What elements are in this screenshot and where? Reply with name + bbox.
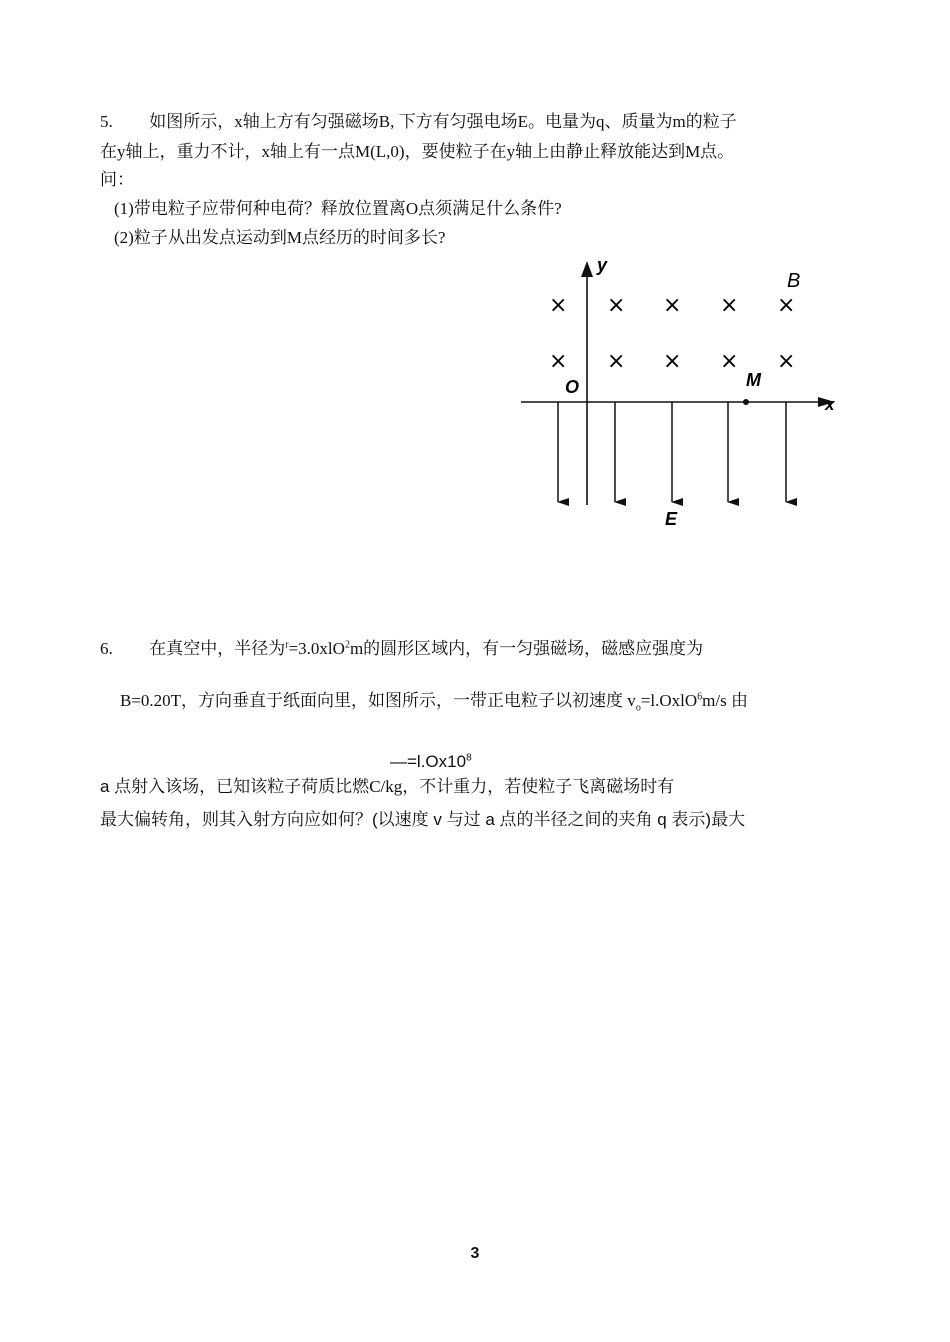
field-cross: × <box>549 293 568 318</box>
page-number: 3 <box>470 1245 480 1262</box>
problem5-number: 5. <box>100 112 113 131</box>
problem6-text-line3a: a 点射入该场，已知该粒子荷质比燃 <box>100 777 370 796</box>
problem6-text-line1c: m的圆形区域内，有一匀强磁场，磁感应强度为 <box>349 639 704 658</box>
problem6-text-line3b: C/kg，不计重力，若使粒子飞离磁场时有 <box>369 777 675 796</box>
problem5-text-line1: 如图所示，x轴上方有匀强磁场B, 下方有匀强电场E。电量为q、质量为m的粒子 <box>149 112 737 131</box>
field-cross: × <box>663 349 682 374</box>
y-axis-arrowhead <box>581 261 593 277</box>
field-cross: × <box>607 293 626 318</box>
x-axis-label: x <box>825 395 835 414</box>
field-cross: × <box>607 349 626 374</box>
y-axis-label: y <box>597 255 608 275</box>
problem6-line1 <box>100 639 703 659</box>
field-cross: × <box>663 293 682 318</box>
problem6-line2 <box>120 691 748 714</box>
problem6-velocity-subscript: o <box>635 702 641 714</box>
problem6-radius-symbol: r <box>285 639 289 651</box>
problem6-velocity-value: =l.OxlO <box>640 691 698 710</box>
field-cross: × <box>720 349 739 374</box>
point-m-label: M <box>746 370 761 390</box>
problem5-question2: (2)粒子从出发点运动到M点经历的时间多长? <box>114 228 446 247</box>
problem6-line3 <box>100 777 674 797</box>
problem6-text-line2a: B=0.20T，方向垂直于纸面向里，如图所示，一带正电粒子以初速度 v <box>120 691 636 710</box>
field-cross: × <box>777 349 796 374</box>
origin-label: O <box>565 377 580 397</box>
problem5-line3: 问： <box>100 170 134 189</box>
problem6-line4: 最大偏转角，则其入射方向应如何？(以速度 v 与过 a 点的半径之间的夹角 q 表示)最大 <box>100 810 746 829</box>
problem5-line1 <box>100 112 737 132</box>
field-cross: × <box>549 349 568 374</box>
problem6-text-line2c: m/s 由 <box>702 691 748 710</box>
field-diagram <box>515 255 850 535</box>
problem6-velocity-exponent: 6 <box>697 691 703 703</box>
problem6-text-line1a: 在真空中，半径为 <box>149 639 286 658</box>
problem6-fraction-value: —=l.Ox10 <box>390 752 467 771</box>
magnetic-field-label: B <box>787 270 801 292</box>
problem6-fraction <box>390 752 472 772</box>
problem5-question1: (1)带电粒子应带何种电荷？释放位置离O点须满足什么条件? <box>114 199 562 218</box>
field-cross: × <box>720 293 739 318</box>
electric-field-label: E <box>665 509 678 529</box>
problem6-number: 6. <box>100 639 113 658</box>
problem6-radius-value: =3.0xlO <box>288 639 345 658</box>
field-cross: × <box>777 293 796 318</box>
problem6-fraction-exponent: 8 <box>466 752 472 764</box>
problem5-line2: 在y轴上，重力不计，x轴上有一点M(L,0)，要使粒子在y轴上由静止释放能达到M点。 <box>100 142 735 161</box>
problem6-radius-exponent: 2 <box>344 639 350 651</box>
point-m-dot <box>743 399 749 405</box>
